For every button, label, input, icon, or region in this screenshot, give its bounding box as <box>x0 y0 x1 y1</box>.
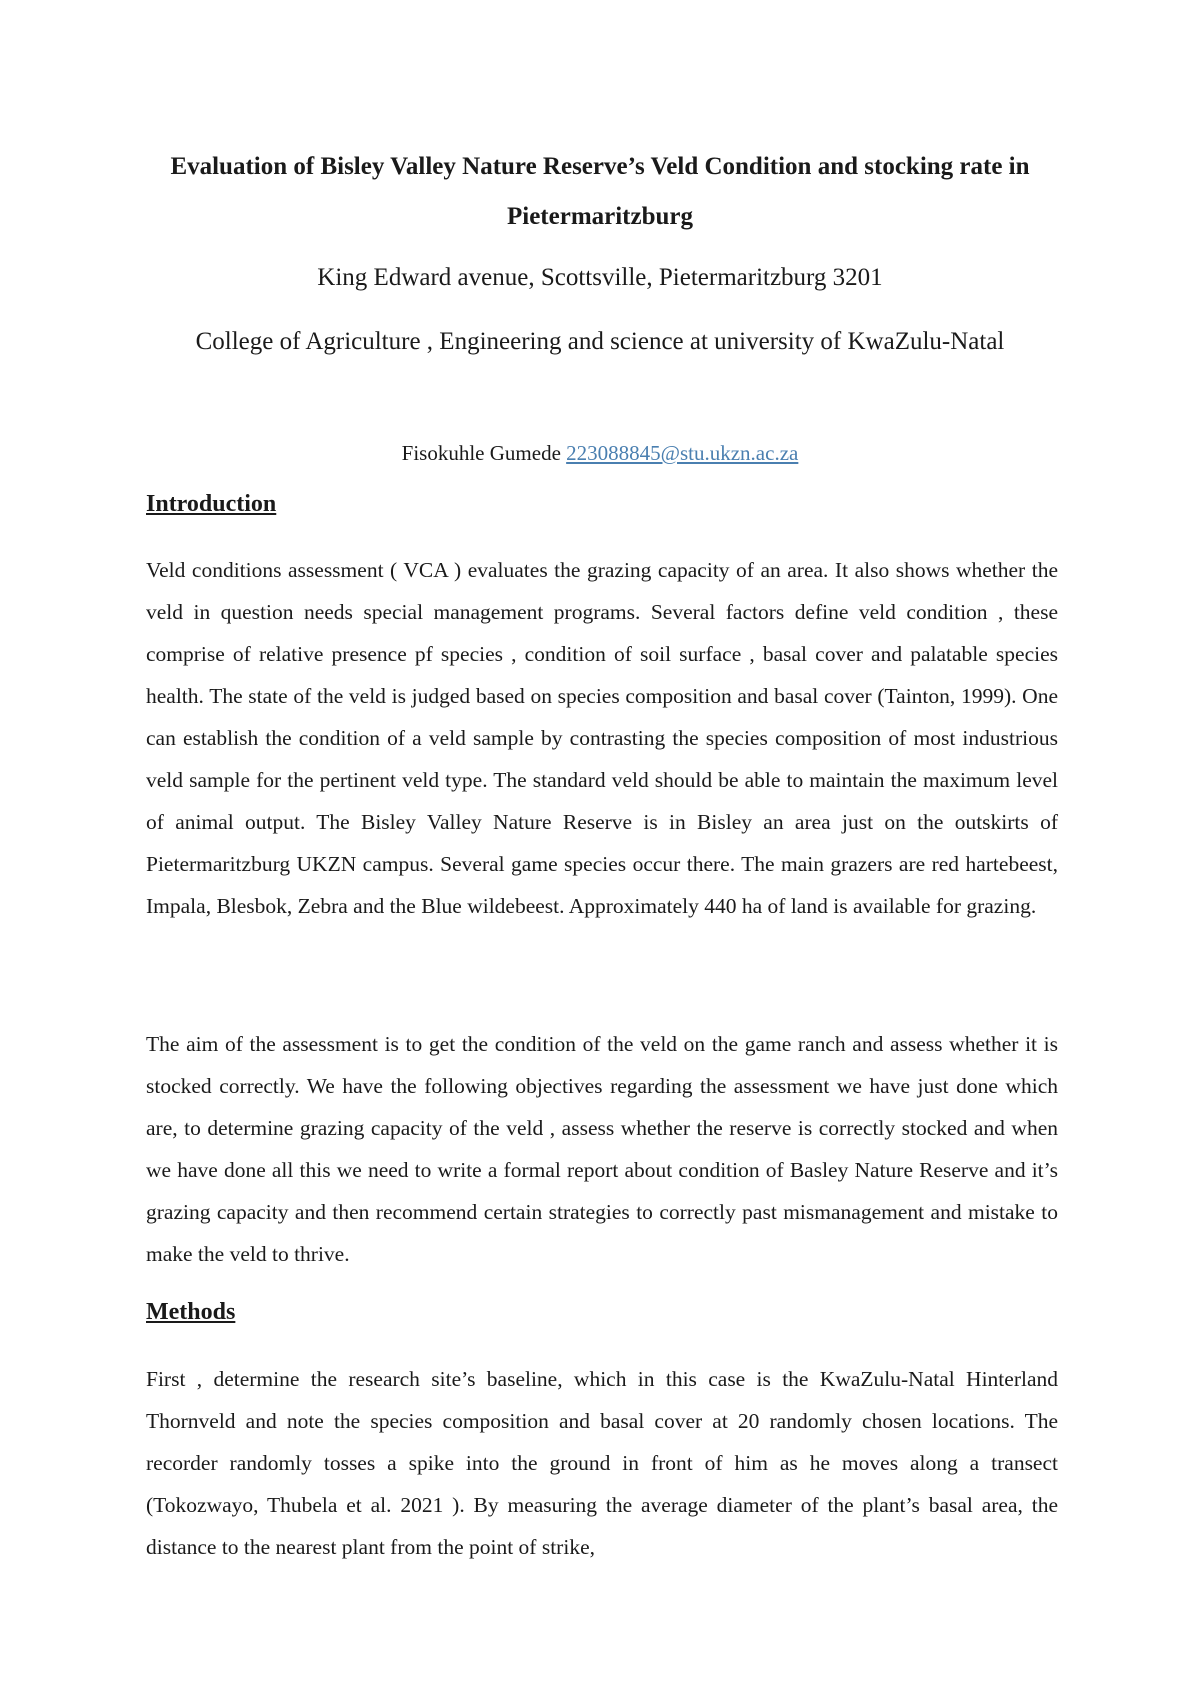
author-email-link[interactable]: 223088845@stu.ukzn.ac.za <box>566 441 799 465</box>
address-line: King Edward avenue, Scottsville, Pietermaritzburg 3201 <box>317 264 883 291</box>
introduction-heading: Introduction <box>146 491 277 517</box>
author-name: Fisokuhle Gumede <box>401 441 561 465</box>
introduction-paragraph-2: The aim of the assessment is to get the condition of the veld on the game ranch and assess whether it is stocked correctly. We have the following objectives regarding the assessment we have just done which are, to determine grazing capacity of the veld , assess whether the reserve is correctly stocked and when we have done all this we need to write a formal report about condition of Basley Nature Reserve and it’s grazing capacity and then recommend certain strategies to correctly past mismanagement and mistake to make the veld to thrive. <box>146 1032 1058 1266</box>
methods-heading: Methods <box>146 1299 236 1325</box>
college-affiliation: College of Agriculture , Engineering and science at university of KwaZulu-Natal <box>195 328 1005 355</box>
author-line <box>130 438 1070 468</box>
introduction-paragraph-1: Veld conditions assessment ( VCA ) evaluates the grazing capacity of an area. It also shows whether the veld in question needs special management programs. Several factors define veld condition , these comprise of relative presence pf species , condition of soil surface , basal cover and palatable species health. The state of the veld is judged based on species composition and basal cover (Tainton, 1999). One can establish the condition of a veld sample by contrasting the species composition of most industrious veld sample for the pertinent veld type. The standard veld should be able to maintain the maximum level of animal output. The Bisley Valley Nature Reserve is in Bisley an area just on the outskirts of Pietermaritzburg UKZN campus. Several game species occur there. The main grazers are red hartebeest, Impala, Blesbok, Zebra and the Blue wildebeest. Approximately 440 ha of land is available for grazing. <box>146 558 1058 918</box>
methods-paragraph-1: First , determine the research site’s baseline, which in this case is the KwaZulu-Natal Hinterland Thornveld and note the species composition and basal cover at 20 randomly chosen locations. The recorder randomly tosses a spike into the ground in front of him as he moves along a transect (Tokozwayo, Thubela et al. 2021 ). By measuring the average diameter of the plant’s basal area, the distance to the nearest plant from the point of strike, <box>146 1367 1058 1559</box>
document-title: Evaluation of Bisley Valley Nature Reserve’s Veld Condition and stocking rate in Pietermaritzburg <box>170 153 1030 230</box>
